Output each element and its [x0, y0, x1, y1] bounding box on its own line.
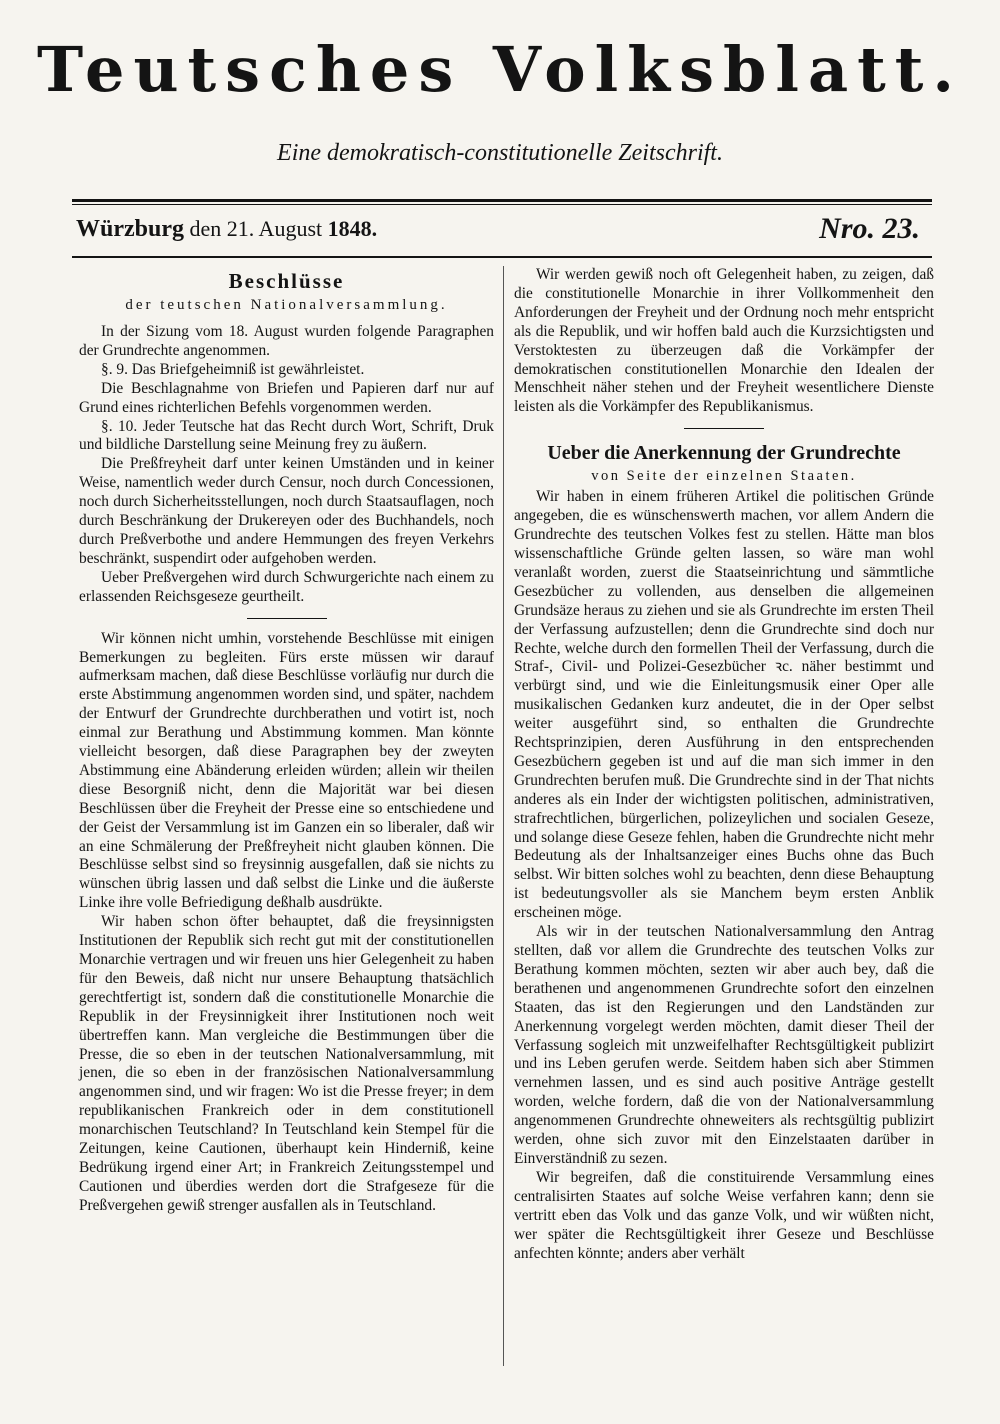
masthead-title: Teutsches Volksblatt.	[37, 33, 963, 106]
paragraph: In der Sizung vom 18. August wurden folgende Paragraphen der Grundrechte angenommen.	[79, 323, 494, 359]
masthead-subtitle: Eine demokratisch-constitutionelle Zeitschrift.	[277, 140, 723, 166]
paragraph: Wir begreifen, daß die constituirende Versammlung eines centralisirten Staates auf solche Weise verfahren kann; denn sie vertritt eben das Volk und das ganze Volk, und wir wüßten nicht, wer später die Rechtsgültigkeit ihrer Geseze und Beschlüsse anfechten könnte; anders aber verhält	[514, 1168, 934, 1262]
article-title: Beschlüsse	[228, 269, 345, 293]
paragraph: §. 10. Jeder Teutsche hat das Recht durch Wort, Schrift, Druk und bildliche Darstellung seine Meinung frey zu äußern.	[79, 417, 494, 454]
article-subtitle: von Seite der einzelnen Staaten.	[591, 468, 857, 485]
paragraph: Wir werden gewiß noch oft Gelegenheit haben, zu zeigen, daß die constitutionelle Monarchie in ihrer Vollkommenheit den Anforderungen der Freyheit und der Ordnung noch mehr entspricht als die Republik, und wir hoffen bald auch die Kurzsichtigsten und Verstoktesten zu überzeugen daß die Vorkämpfer der demokratischen constitutionellen Monarchie den Idealen der Menschheit näher stehen und der Freyheit wesentlichere Dienste leisten als die Vorkämpfer des Republikanismus.	[514, 266, 934, 416]
right-column	[514, 266, 934, 1263]
article-title: Ueber die Anerkennung der Grundrechte	[547, 442, 901, 465]
dateline-rule	[72, 256, 932, 258]
issue-number: Nro. 23.	[819, 212, 920, 245]
article-subtitle: der teutschen Nationalversammlung.	[125, 297, 448, 313]
section-divider	[247, 618, 327, 619]
paragraph: Die Preßfreyheit darf unter keinen Umständen und in keiner Weise, namentlich weder durch Censur, noch durch Concessionen, noch durch Sicherheitsstellungen, noch durch Staatsauflagen, noch durch Beschränkung der Drukereyen oder des Buchhandels, noch durch Preßverbothe und andere Hemmungen des freyen Verkehrs beschränkt, suspendirt oder aufgehoben werden.	[79, 455, 494, 567]
section-divider	[684, 428, 764, 429]
paragraph: Als wir in der teutschen Nationalversammlung den Antrag stellten, daß vor allem die Grundrechte des teutschen Volks zur Berathung kommen möchten, sezten wir aber auch bey, daß die berathenen und angenommenen Grundrechte sofort den einzelnen Staaten, das ist den Regierungen und den Landständen zur Anerkennung vorgelegt werden möchten, damit dieser Theil der Verfassung sogleich mit unzweifelhafter Rechtsgültigkeit publizirt und ins Leben gerufen werde. Seitdem haben sich aber Stimmen vernehmen lassen, und es sind auch positive Anträge gestellt worden, welche fordern, daß die von der Nationalversammlung angenommenen Grundrechte ohneweiters als rechtsgültig publizirt werden, ohne sich zuvor mit den Einzelstaaten darüber in Einverständniß zu sezen.	[514, 923, 934, 1167]
paragraph: Wir können nicht umhin, vorstehende Beschlüsse mit einigen Bemerkungen zu begleiten. Fürs erste müssen wir darauf aufmerksam machen, daß diese Beschlüsse vorläufig nur durch die erste Abstimmung angenommen worden sind, und später, nachdem der Entwurf der Grundrechte durchberathen und votirt ist, noch einmal zur Berathung und Abstimmung kommen. Man könnte vielleicht besorgen, daß diese Paragraphen bey der zweyten Abstimmung eine Abänderung erleiden würden; allein wir theilen diese Besorgniß nicht, denn die Majorität war bei diesen Beschlüssen über die Freyheit der Presse eine so entschiedene und der Geist der Versammlung ist im Ganzen ein so liberaler, daß wir an eine Schmälerung der Preßfreyheit nicht glauben können. Die Beschlüsse selbst sind so freysinnig ausgefallen, daß sie nichts zu wünschen übrig lassen und daß selbst die Linke und die äußerste Linke ihre volle Befriedigung deßhalb ausdrükte.	[79, 629, 494, 912]
header-rule	[72, 199, 932, 202]
column-divider	[503, 266, 504, 1366]
left-column	[79, 266, 494, 1216]
header-rule-thin	[72, 204, 932, 205]
dateline-year: 1848.	[327, 216, 378, 241]
dateline	[76, 210, 926, 248]
paragraph: Die Beschlagnahme von Briefen und Papieren darf nur auf Grund eines richterlichen Befehls vorgenommen werden.	[79, 379, 494, 416]
dateline-date: den 21. August	[189, 216, 323, 241]
paragraph: §. 9. Das Briefgeheimniß ist gewährleistet.	[101, 360, 365, 378]
paragraph: Wir haben schon öfter behauptet, daß die freysinnigsten Institutionen der Republik sich recht gut mit der constitutionellen Monarchie vertragen und wir freuen uns hier Gelegenheit zu haben für den Beweis, daß nicht nur unsere Behauptung thatsächlich gerechtfertigt ist, sondern daß die constitutionelle Monarchie die Republik in der Freysinnigkeit ihrer Institutionen noch weit übertreffen kann. Man vergleiche die Bestimmungen über die Presse, die so eben in der teutschen Nationalversammlung, mit jenen, die so eben in der französischen Nationalversammlung angenommen sind, und wir fragen: Wo ist die Presse freyer; in dem republikanischen Frankreich oder in dem constitutionell monarchischen Teutschland? In Teutschland kein Stempel für die Zeitungen, keine Cautionen, überhaupt kein Hinderniß, keine Bedrükung irgend einer Art; in Frankreich Zeitungsstempel und Cautionen und überdies werden dort die Strafgeseze für die Preßvergehen gewiß strenger ausfallen als in Teutschland.	[79, 913, 494, 1214]
paragraph: Wir haben in einem früheren Artikel die politischen Gründe angegeben, die es wünschenswerth machen, vor allem Andern die Grundrechte des teutschen Volkes fest zu stellen. Hätte man blos wissenschaftliche Gründe gelten lassen, so wäre man wohl veranlaßt worden, zuerst die Staatseinrichtung und sämmtliche Gesezbücher zu vollenden, aus denselben die allgemeinen Grundsäze heraus zu ziehen und sie als Grundrechte im ersten Theil der Verfassung aufzustellen; denn die Grundrechte sind doch nur Rechte, welche durch den formellen Theil der Verfassung, durch die Straf-, Civil- und Polizei-Gesezbücher ꝛc. näher bestimmt und verbürgt sind, und wie die Einleitungsmusik einer Oper alle musikalischen Gedanken kurz andeutet, die in der Oper selbst weiter ausgeführt sind, so enthalten die Grundrechte Rechtsprinzipien, deren Ausführung in den entsprechenden Gesezbüchern gegeben ist und auf die man sich immer in den Grundrechten berufen muß. Die Grundrechte sind in der That nichts anderes als ein Inder der wichtigsten politischen, administrativen, strafrechtlichen, bürgerlichen, polizeylichen und socialen Geseze, und solange diese Geseze fehlen, haben die Grundrechte nicht mehr Bedeutung als der Inhaltsanzeiger eines Buchs ohne das Buch selbst. Wir bitten solches wohl zu beachten, denn diese Behauptung ist bedeutungsvoller als sie Manchem beym ersten Anblik erscheinen möge.	[514, 488, 934, 922]
dateline-place: Würzburg	[76, 216, 184, 242]
paragraph: Ueber Preßvergehen wird durch Schwurgerichte nach einem zu erlassenden Reichsgeseze geurtheilt.	[79, 568, 494, 605]
